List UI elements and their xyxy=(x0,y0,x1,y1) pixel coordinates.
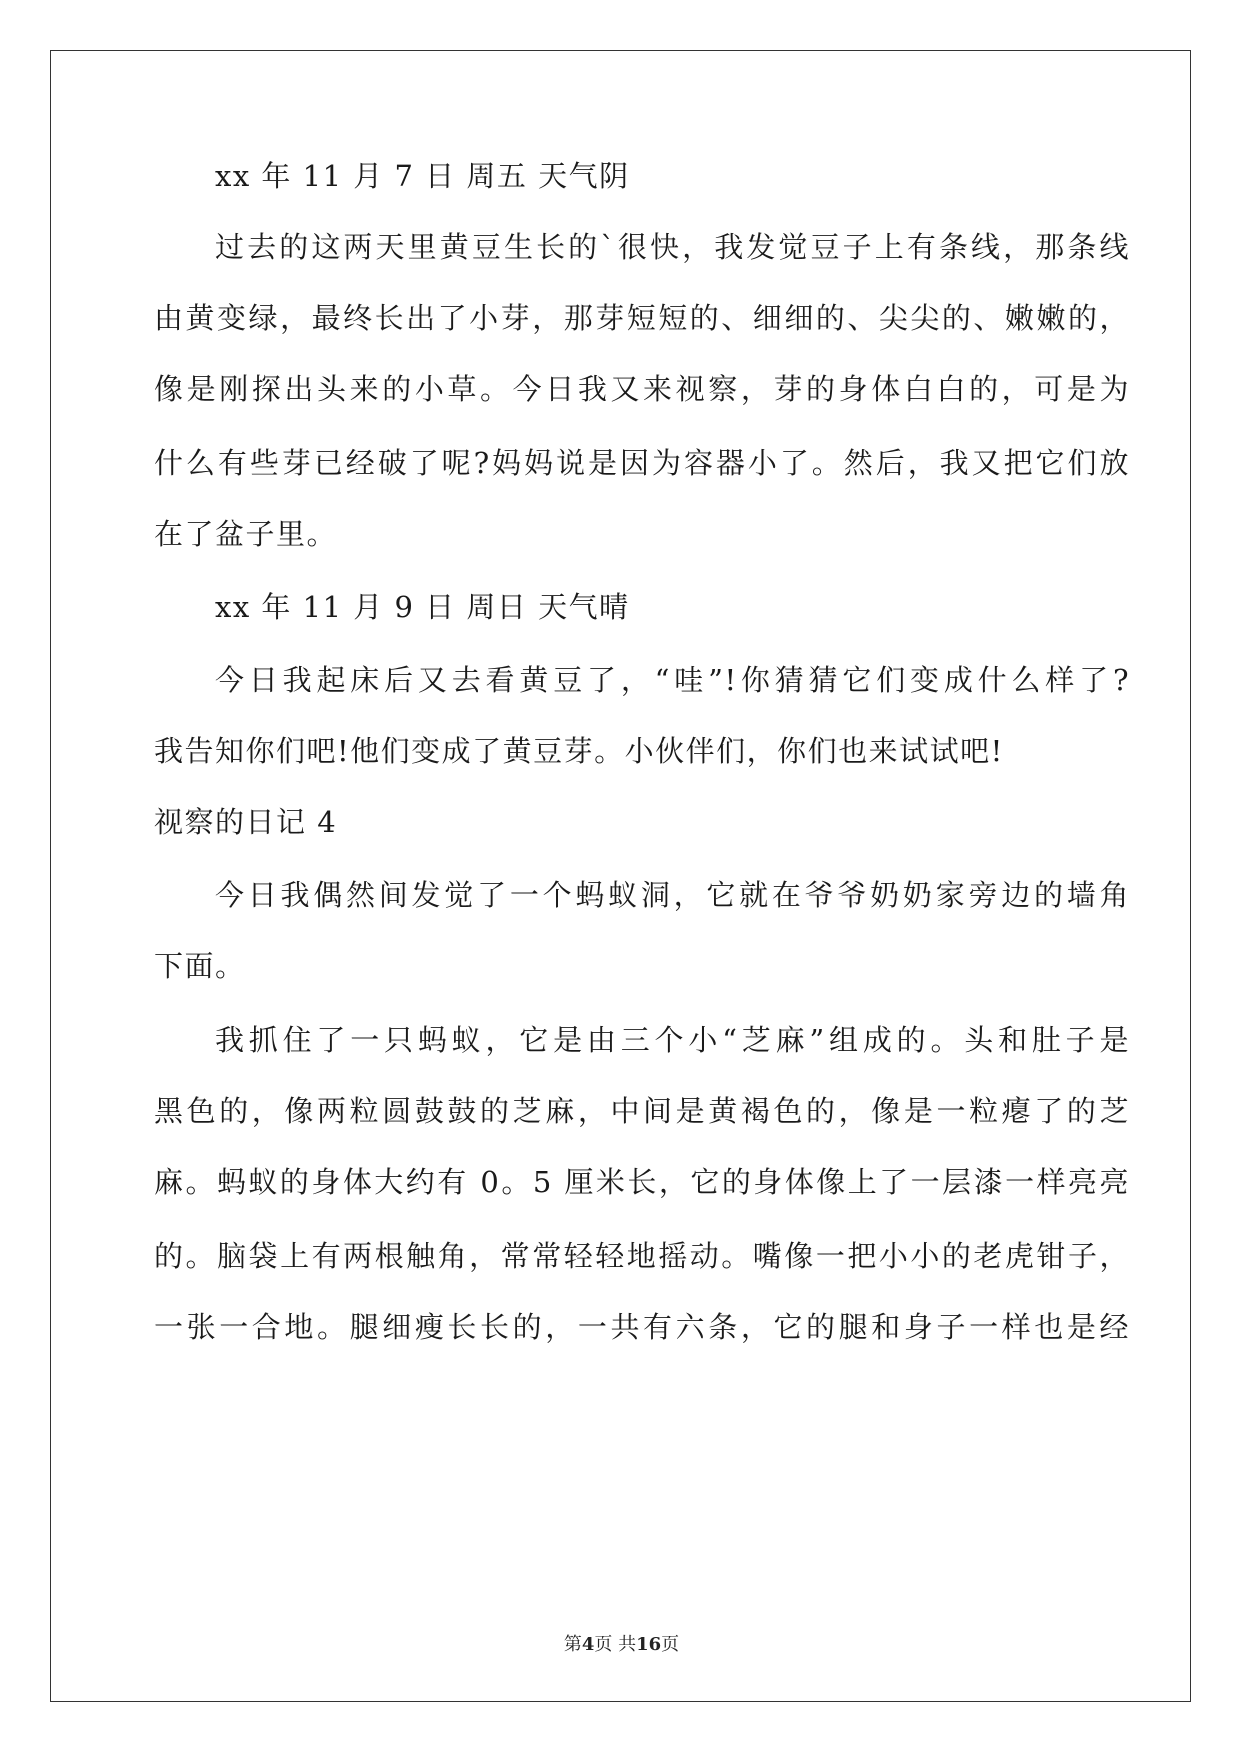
page-frame xyxy=(50,50,1191,1702)
paragraph-line: 过去的这两天里黄豆生长的`很快，我发觉豆子上有条线，那条线 xyxy=(215,230,1130,264)
paragraph-line: 一张一合地。腿细瘦长长的，一共有六条，它的腿和身子一样也是经 xyxy=(154,1310,1130,1344)
paragraph-line: 像是刚探出头来的小草。今日我又来视察，芽的身体白白的，可是为 xyxy=(154,372,1130,406)
paragraph-line: 今日我起床后又去看黄豆了，“哇”!你猜猜它们变成什么样了? xyxy=(215,663,1130,697)
diary-entry-date: xx 年 11 月 9 日 周日 天气晴 xyxy=(215,590,630,624)
page-current: 4 xyxy=(581,1634,595,1655)
page-footer xyxy=(51,1634,1192,1656)
section-heading: 视察的日记 4 xyxy=(154,805,338,839)
paragraph-line: 今日我偶然间发觉了一个蚂蚁洞，它就在爷爷奶奶家旁边的墙角 xyxy=(215,878,1130,912)
paragraph-line: 下面。 xyxy=(154,949,246,983)
page-total: 16 xyxy=(636,1634,662,1655)
paragraph-line: 我抓住了一只蚂蚁，它是由三个小“芝麻”组成的。头和肚子是 xyxy=(215,1023,1130,1057)
paragraph-line: 我告知你们吧!他们变成了黄豆芽。小伙伴们，你们也来试试吧! xyxy=(154,734,1004,768)
page-suffix: 页 xyxy=(661,1634,680,1655)
paragraph-line: 麻。蚂蚁的身体大约有 0。5 厘米长，它的身体像上了一层漆一样亮亮 xyxy=(154,1165,1130,1199)
paragraph-line: 黑色的，像两粒圆鼓鼓的芝麻，中间是黄褐色的，像是一粒瘪了的芝 xyxy=(154,1094,1130,1128)
paragraph-line: 由黄变绿，最终长出了小芽，那芽短短的、细细的、尖尖的、嫩嫩的， xyxy=(154,301,1130,335)
paragraph-line: 什么有些芽已经破了呢?妈妈说是因为容器小了。然后，我又把它们放 xyxy=(154,446,1130,480)
page-mid: 页 共 xyxy=(594,1634,637,1655)
paragraph-line: 的。脑袋上有两根触角，常常轻轻地摇动。嘴像一把小小的老虎钳子， xyxy=(154,1239,1130,1273)
page-prefix: 第 xyxy=(563,1634,582,1655)
diary-entry-date: xx 年 11 月 7 日 周五 天气阴 xyxy=(215,159,630,193)
paragraph-line: 在了盆子里。 xyxy=(154,517,338,551)
